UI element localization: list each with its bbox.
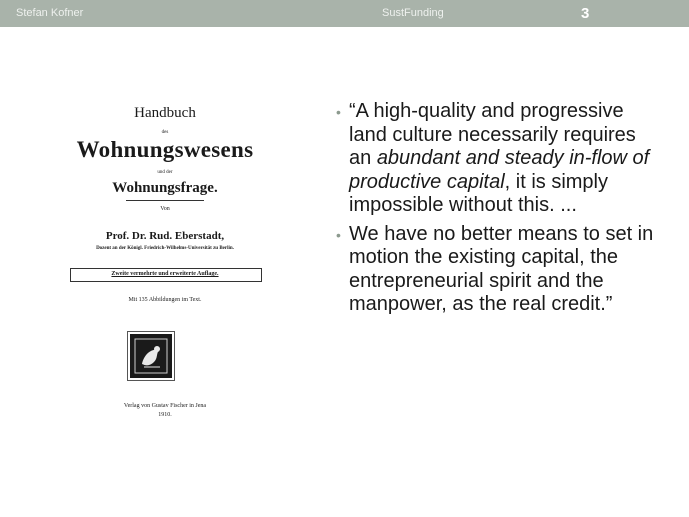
book-year: 1910.: [158, 412, 172, 418]
book-von: Von: [160, 206, 170, 212]
book-title-des: des: [161, 130, 169, 135]
quote-bullet-1-part-a: “A high-quality and progressive land culture necessarily requires an: [349, 100, 636, 169]
quote-bullet-1: [336, 100, 654, 218]
slide-header: [0, 0, 689, 27]
quote-bullet-2-text: We have no better means to set in motion the existing capital, the entrepreneurial spirit and the manpower, as the real credit.”: [349, 222, 654, 315]
book-edition: Zweite vermehrte und erweiterte Auflage.: [111, 271, 219, 277]
page-number: 3: [581, 5, 590, 22]
header-author: Stefan Kofner: [16, 7, 84, 19]
book-title-line3: Wohnungsfrage.: [112, 180, 218, 196]
book-title-und-der: und der: [157, 170, 173, 175]
header-project: SustFunding: [382, 7, 444, 19]
quote-bullet-1-part-b: , it is simply impossible without this. ...: [349, 170, 608, 216]
book-affiliation: Dozent an der Königl. Friedrich-Wilhelms-Universität zu Berlin.: [96, 246, 234, 251]
bullet-icon: •: [336, 226, 341, 243]
book-publisher: Verlag von Gustav Fischer in Jena: [123, 403, 207, 409]
book-divider: [126, 200, 204, 201]
book-figures: Mit 135 Abbildungen im Text.: [128, 297, 202, 303]
publisher-emblem-icon: [130, 334, 172, 378]
quote-text-block: [336, 100, 654, 322]
book-title-line2: Wohnungswesens: [76, 137, 254, 162]
book-author: Prof. Dr. Rud. Eberstadt,: [105, 230, 225, 242]
bullet-icon: •: [336, 104, 341, 120]
quote-bullet-2: [336, 223, 654, 317]
quote-bullet-1-italic: abundant and steady in-flow of productive capital: [349, 147, 650, 193]
book-title-line1: Handbuch: [134, 105, 196, 121]
book-title-page: [36, 100, 294, 430]
